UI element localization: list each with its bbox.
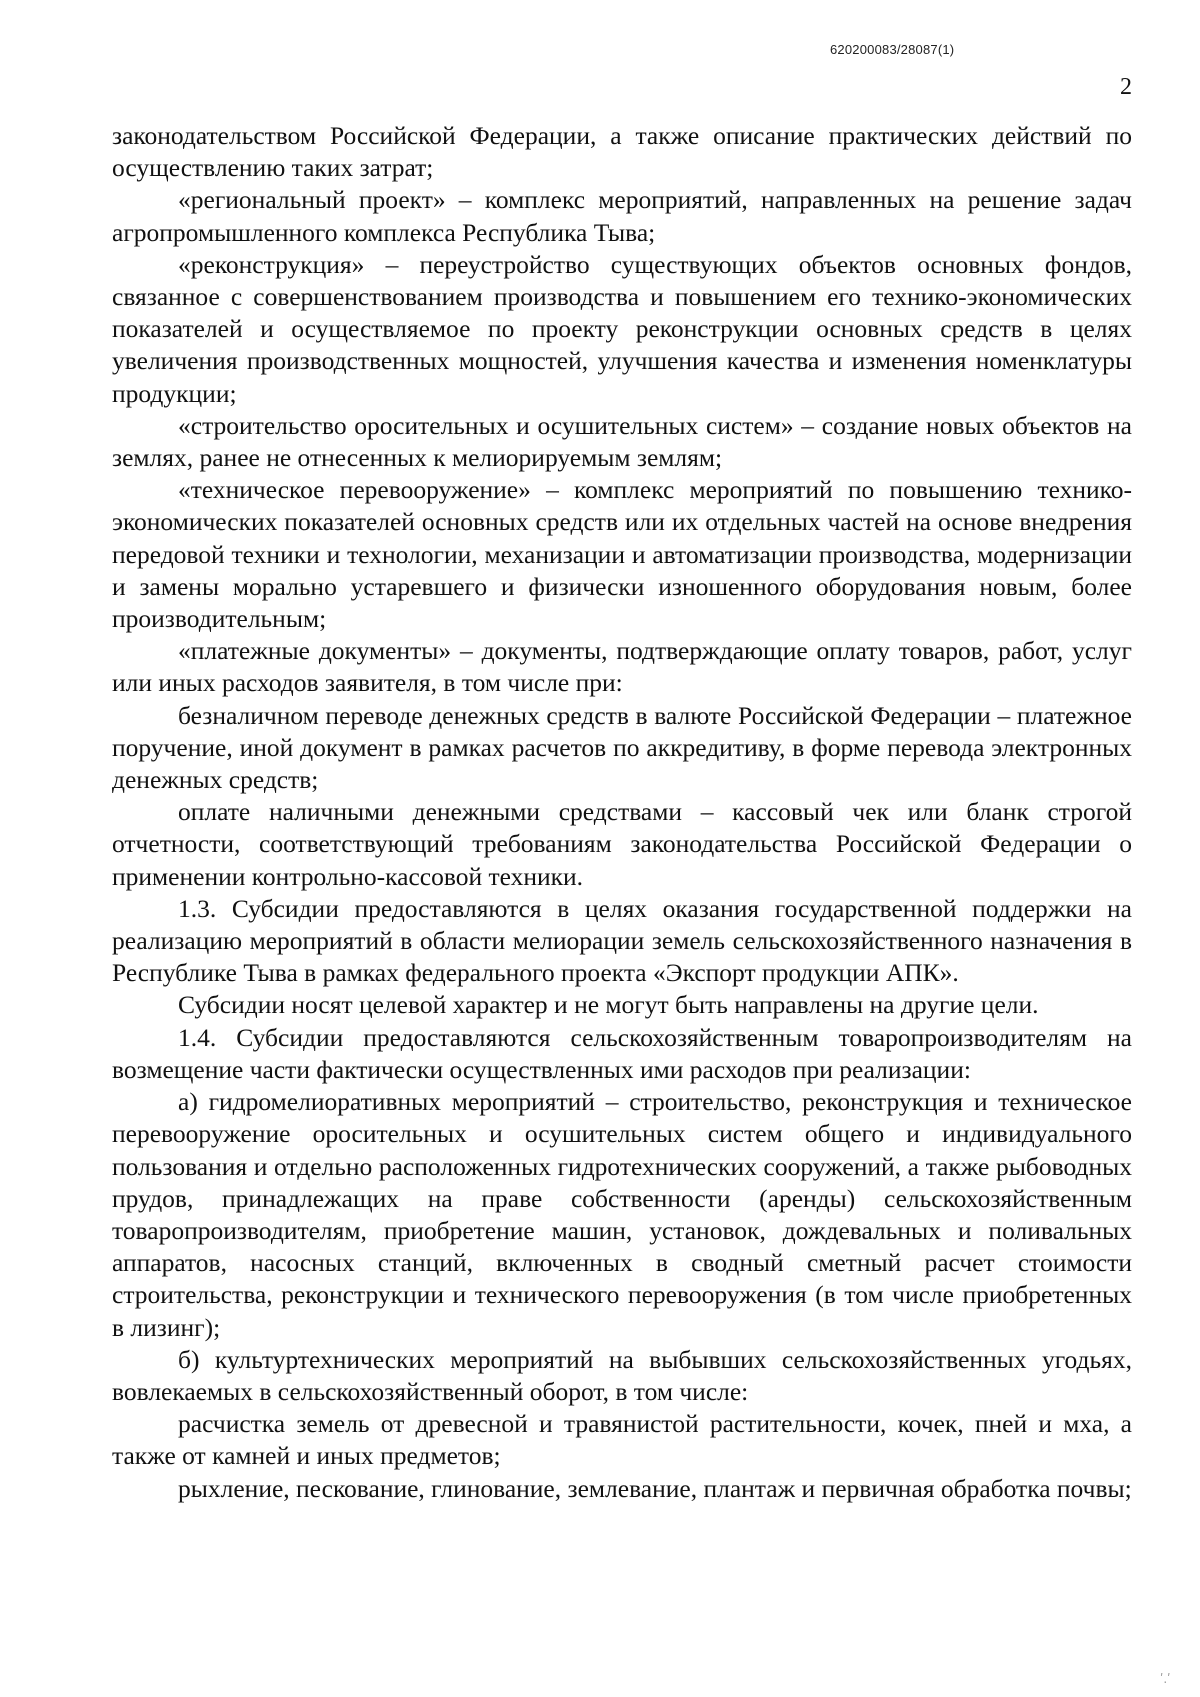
paragraph-soil-treatment: рыхление, пескование, глинование, землевание, плантаж и первичная обработка почвы; <box>178 1473 1132 1503</box>
paragraph-continuation: законодательством Российской Федерации, а также описание практических действий по осуществлению таких затрат; <box>112 121 1132 183</box>
paragraph-technical-reequipment: «техническое перевооружение» – комплекс мероприятий по повышению технико-экономических показателей основных средств или их отдельных частей на основе внедрения передовой техники и технологии, механизации и автоматизации производства, модернизации и замены морально устаревшего и физически изношенного оборудования новым, более производительным; <box>112 475 1132 634</box>
paragraph-clause-1-4: 1.4. Субсидии предоставляются сельскохозяйственным товаропроизводителям на возмещение части фактически осуществленных ими расходов при реализации: <box>112 1022 1132 1084</box>
page-number: 2 <box>1120 74 1132 100</box>
paragraph-cashless-transfer: безналичном переводе денежных средств в валюте Российской Федерации – платежное поручение, иной документ в рамках расчетов по аккредитиву, в форме перевода электронных денежных средств; <box>112 700 1132 795</box>
paragraph-item-b: б) культуртехнических мероприятий на выбывших сельскохозяйственных угодьях, вовлекаемых в сельскохозяйственный оборот, в том числе: <box>112 1344 1132 1406</box>
document-id: 620200083/28087(1) <box>830 42 955 57</box>
paragraph-item-a: а) гидромелиоративных мероприятий – строительство, реконструкция и техническое перевооружение оросительных и осушительных систем общего и индивидуального пользования и отдельно расположенных гидротехнических сооружений, а также рыбоводных прудов, принадлежащих на праве собственности (аренды) сельскохозяйственным товаропроизводителям, приобретение машин, установок, дождевальных и поливальных аппаратов, насосных станций, включенных в сводный сметный расчет стоимости строительства, реконструкции и технического перевооружения (в том числе приобретенных в лизинг); <box>112 1087 1132 1342</box>
paragraph-regional-project: «региональный проект» – комплекс мероприятий, направленных на решение задач агропромышленного комплекса Республика Тыва; <box>112 185 1132 247</box>
paragraph-cash-payment: оплате наличными денежными средствами – кассовый чек или бланк строгой отчетности, соответствующий требованиям законодательства Российской Федерации о применении контрольно-кассовой техники. <box>112 797 1132 891</box>
scan-corner-mark: ʹ.ʹ <box>1160 1672 1171 1686</box>
paragraph-payment-documents: «платежные документы» – документы, подтверждающие оплату товаров, работ, услуг или иных расходов заявителя, в том числе при: <box>112 636 1132 698</box>
paragraph-subsidy-purpose: Субсидии носят целевой характер и не могут быть направлены на другие цели. <box>178 990 1039 1020</box>
paragraph-land-clearing: расчистка земель от древесной и травянистой растительности, кочек, пней и мха, а также от камней и иных предметов; <box>112 1409 1132 1471</box>
paragraph-irrigation-construction: «строительство оросительных и осушительных систем» – создание новых объектов на землях, ранее не отнесенных к мелиорируемым землям; <box>112 410 1132 473</box>
paragraph-clause-1-3: 1.3. Субсидии предоставляются в целях оказания государственной поддержки на реализацию мероприятий в области мелиорации земель сельскохозяйственного назначения в Республике Тыва в рамках федерального проекта «Экспорт продукции АПК». <box>112 893 1132 988</box>
document-body <box>112 120 1132 1505</box>
paragraph-reconstruction: «реконструкция» – переустройство существующих объектов основных фондов, связанное с совершенствованием производства и повышением его технико-экономических показателей и осуществляемое по проекту реконструкции основных средств в целях увеличения производственных мощностей, улучшения качества и изменения номенклатуры продукции; <box>112 249 1132 408</box>
